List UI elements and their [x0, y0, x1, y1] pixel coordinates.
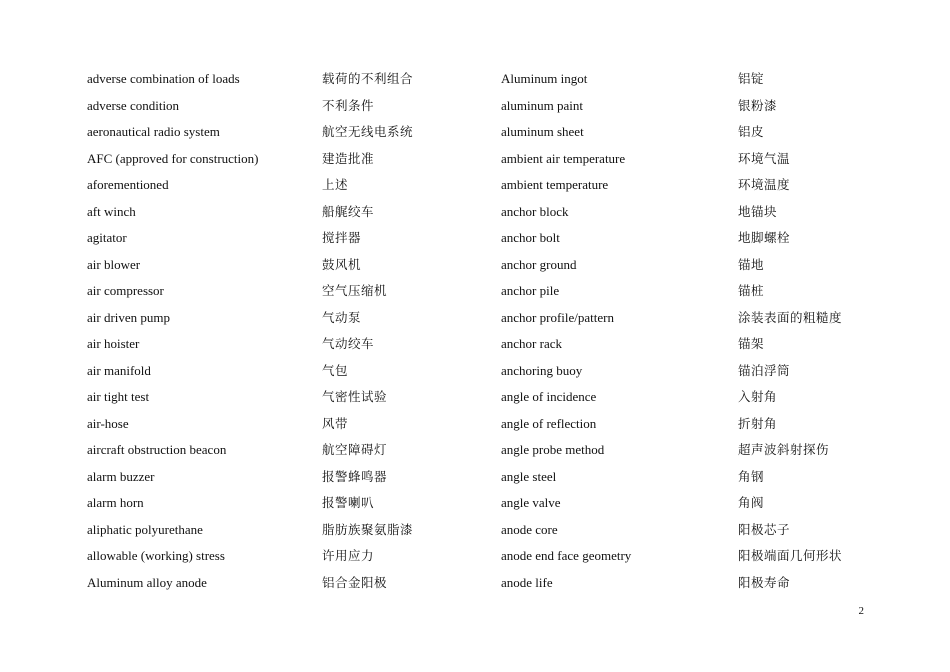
glossary-term-english: ambient air temperature	[501, 150, 626, 166]
glossary-term-english: air-hose	[87, 415, 129, 431]
glossary-term-english: air compressor	[87, 283, 164, 298]
glossary-term-chinese: 环境气温	[738, 150, 791, 166]
glossary-term-english: anchor ground	[501, 256, 577, 272]
glossary-term-english: aft winch	[87, 203, 136, 219]
glossary-term-english: angle of incidence	[501, 389, 597, 404]
glossary-term-chinese: 气动泵	[322, 309, 362, 325]
glossary-term-chinese: 阳极端面几何形状	[738, 548, 843, 563]
glossary-term-chinese: 铝皮	[738, 124, 765, 139]
glossary-term-english: alarm horn	[87, 495, 144, 510]
glossary-term-english: angle probe method	[501, 442, 605, 457]
glossary-term-chinese: 气包	[322, 362, 349, 378]
glossary-term-english: allowable (working) stress	[87, 548, 225, 563]
glossary-term-chinese: 铝合金阳极	[322, 574, 388, 590]
glossary-term-chinese: 阳极芯子	[738, 521, 791, 537]
glossary-term-chinese: 航空障碍灯	[322, 442, 388, 457]
glossary-term-chinese: 航空无线电系统	[322, 124, 414, 139]
glossary-term-english: anode end face geometry	[501, 548, 632, 563]
glossary-term-chinese: 地锚块	[738, 203, 778, 219]
glossary-term-chinese: 搅拌器	[322, 230, 362, 245]
right-chinese-column	[738, 70, 918, 600]
glossary-term-chinese: 气密性试验	[322, 389, 388, 404]
glossary-term-chinese: 建造批准	[322, 150, 375, 166]
glossary-term-english: air blower	[87, 256, 141, 272]
glossary-term-english: aircraft obstruction beacon	[87, 442, 227, 457]
glossary-term-chinese: 报警蜂鸣器	[322, 468, 388, 484]
glossary-term-chinese: 角钢	[738, 468, 765, 484]
glossary-term-chinese: 锚架	[738, 336, 765, 351]
glossary-term-english: AFC (approved for construction)	[87, 150, 259, 166]
glossary-term-english: ambient temperature	[501, 177, 609, 192]
glossary-term-chinese: 超声波斜射探伤	[738, 442, 830, 457]
glossary-term-chinese: 阳极寿命	[738, 574, 791, 590]
glossary-term-english: Aluminum alloy anode	[87, 574, 207, 590]
glossary-term-chinese: 船艉绞车	[322, 203, 375, 219]
glossary-term-english: aeronautical radio system	[87, 124, 220, 139]
glossary-term-english: angle valve	[501, 495, 561, 510]
left-chinese-column	[322, 70, 492, 600]
glossary-term-chinese: 不利条件	[322, 97, 375, 113]
glossary-term-chinese: 锚地	[738, 256, 765, 272]
glossary-term-chinese: 锚桩	[738, 283, 765, 298]
glossary-term-english: aluminum sheet	[501, 124, 584, 139]
glossary-term-english: anchor profile/pattern	[501, 309, 614, 325]
glossary-term-chinese: 地脚螺栓	[738, 230, 791, 245]
glossary-term-chinese: 银粉漆	[738, 97, 778, 113]
right-english-column	[501, 70, 731, 600]
glossary-term-chinese: 锚泊浮筒	[738, 362, 791, 378]
glossary-term-english: anchor bolt	[501, 230, 560, 245]
glossary-term-english: anchor rack	[501, 336, 562, 351]
glossary-term-chinese: 风带	[322, 415, 349, 431]
glossary-term-english: anchor pile	[501, 283, 560, 298]
glossary-term-chinese: 折射角	[738, 415, 778, 431]
glossary-term-english: anode core	[501, 521, 558, 537]
glossary-term-chinese: 上述	[322, 177, 349, 192]
glossary-term-english: air driven pump	[87, 309, 171, 325]
glossary-term-english: aliphatic polyurethane	[87, 521, 203, 537]
glossary-term-chinese: 载荷的不利组合	[322, 71, 414, 86]
glossary-term-chinese: 许用应力	[322, 548, 375, 563]
glossary-term-english: air hoister	[87, 336, 140, 351]
glossary-term-chinese: 环境温度	[738, 177, 791, 192]
glossary-term-english: anchor block	[501, 203, 569, 219]
glossary-term-chinese: 空气压缩机	[322, 283, 388, 298]
glossary-term-english: anode life	[501, 574, 553, 590]
glossary-term-chinese: 鼓风机	[322, 256, 362, 272]
glossary-term-english: angle steel	[501, 468, 557, 484]
glossary-term-chinese: 气动绞车	[322, 336, 375, 351]
glossary-term-english: anchoring buoy	[501, 362, 583, 378]
glossary-term-english: adverse condition	[87, 97, 180, 113]
glossary-term-english: aluminum paint	[501, 97, 583, 113]
glossary-term-chinese: 铝锭	[738, 71, 765, 86]
glossary-term-english: agitator	[87, 230, 127, 245]
glossary-term-english: Aluminum ingot	[501, 71, 588, 86]
glossary-term-english: air manifold	[87, 362, 151, 378]
glossary-term-english: air tight test	[87, 389, 150, 404]
glossary-term-english: alarm buzzer	[87, 468, 155, 484]
glossary-term-english: aforementioned	[87, 177, 169, 192]
glossary-term-chinese: 报警喇叭	[322, 495, 375, 510]
page-number: 2	[858, 605, 864, 617]
glossary-term-english: angle of reflection	[501, 415, 597, 431]
glossary-term-chinese: 角阀	[738, 495, 765, 510]
left-english-column	[87, 70, 307, 600]
glossary-term-chinese: 脂肪族聚氨脂漆	[322, 521, 414, 537]
glossary-term-english: adverse combination of loads	[87, 71, 240, 86]
glossary-term-chinese: 涂装表面的粗糙度	[738, 309, 843, 325]
glossary-term-chinese: 入射角	[738, 389, 778, 404]
